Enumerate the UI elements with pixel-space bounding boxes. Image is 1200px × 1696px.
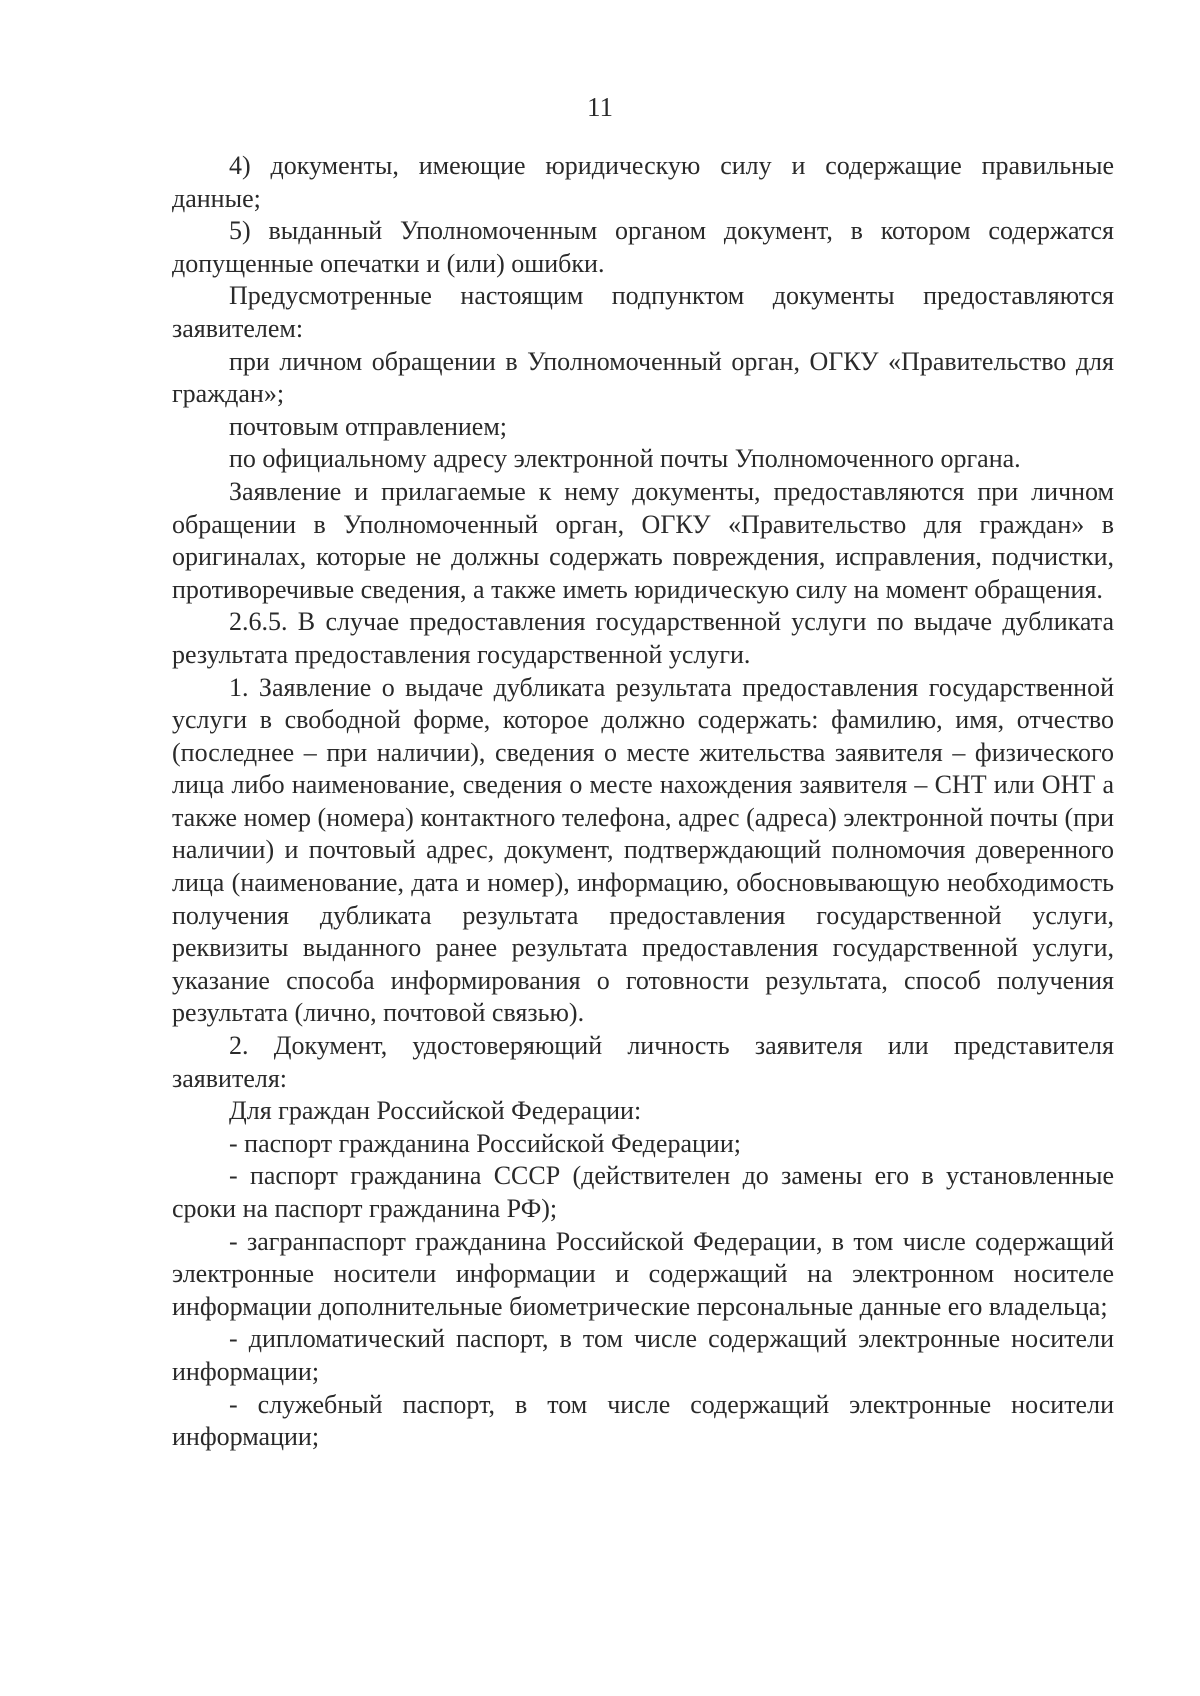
paragraph: 2.6.5. В случае предоставления государственной услуги по выдаче дубликата результата предоставления государственной услуги. [172,607,1114,669]
list-item: - паспорт гражданина СССР (действителен до замены его в установленные сроки на паспорт гражданина РФ); [172,1161,1114,1223]
page-number: 11 [587,92,613,122]
list-item: - паспорт гражданина Российской Федерации; [229,1128,741,1158]
paragraph: Заявление и прилагаемые к нему документы, предоставляются при личном обращении в Уполномоченный орган, ОГКУ «Правительство для граждан» в оригиналах, которые не должны содержать повреждения, исправления, подчистки, противоречивые сведения, а также иметь юридическую силу на момент обращения. [172,476,1114,604]
list-item: - загранпаспорт гражданина Российской Федерации, в том числе содержащий электронные носители информации и содержащий на электронном носителе информации дополнительные биометрические персональные данные его владельца; [172,1226,1114,1321]
list-item: - дипломатический паспорт, в том числе содержащий электронные носители информации; [172,1324,1114,1386]
list-item: - служебный паспорт, в том числе содержащий электронные носители информации; [172,1389,1114,1452]
paragraph: по официальному адресу электронной почты Уполномоченного органа. [229,444,1021,474]
paragraph: Предусмотренные настоящим подпунктом документы предоставляются заявителем: [172,281,1114,343]
paragraph: Для граждан Российской Федерации: [229,1096,642,1126]
paragraph: 5) выданный Уполномоченным органом документ, в котором содержатся допущенные опечатки и (или) ошибки. [172,216,1114,278]
document-body [172,150,1114,1454]
paragraph: при личном обращении в Уполномоченный орган, ОГКУ «Правительство для граждан»; [172,346,1114,409]
paragraph: 4) документы, имеющие юридическую силу и содержащие правильные данные; [172,151,1114,213]
paragraph: почтовым отправлением; [229,411,508,441]
paragraph: 2. Документ, удостоверяющий личность заявителя или представителя заявителя: [172,1031,1114,1093]
paragraph: 1. Заявление о выдаче дубликата результата предоставления государственной услуги в свободной форме, которое должно содержать: фамилию, имя, отчество (последнее – при наличии), сведения о месте жительства заявителя – физического лица либо наименование, сведения о месте нахождения заявителя – СНТ или ОНТ а также номер (номера) контактного телефона, адрес (адреса) электронной почты (при наличии) и почтовый адрес, документ, подтверждающий полномочия доверенного лица (наименование, дата и номер), информацию, обосновывающую необходимость получения дубликата результата предоставления государственной услуги, реквизиты выданного ранее результата предоставления государственной услуги, указание способа информирования о готовности результата, способ получения результата (лично, почтовой связью). [172,672,1114,1028]
